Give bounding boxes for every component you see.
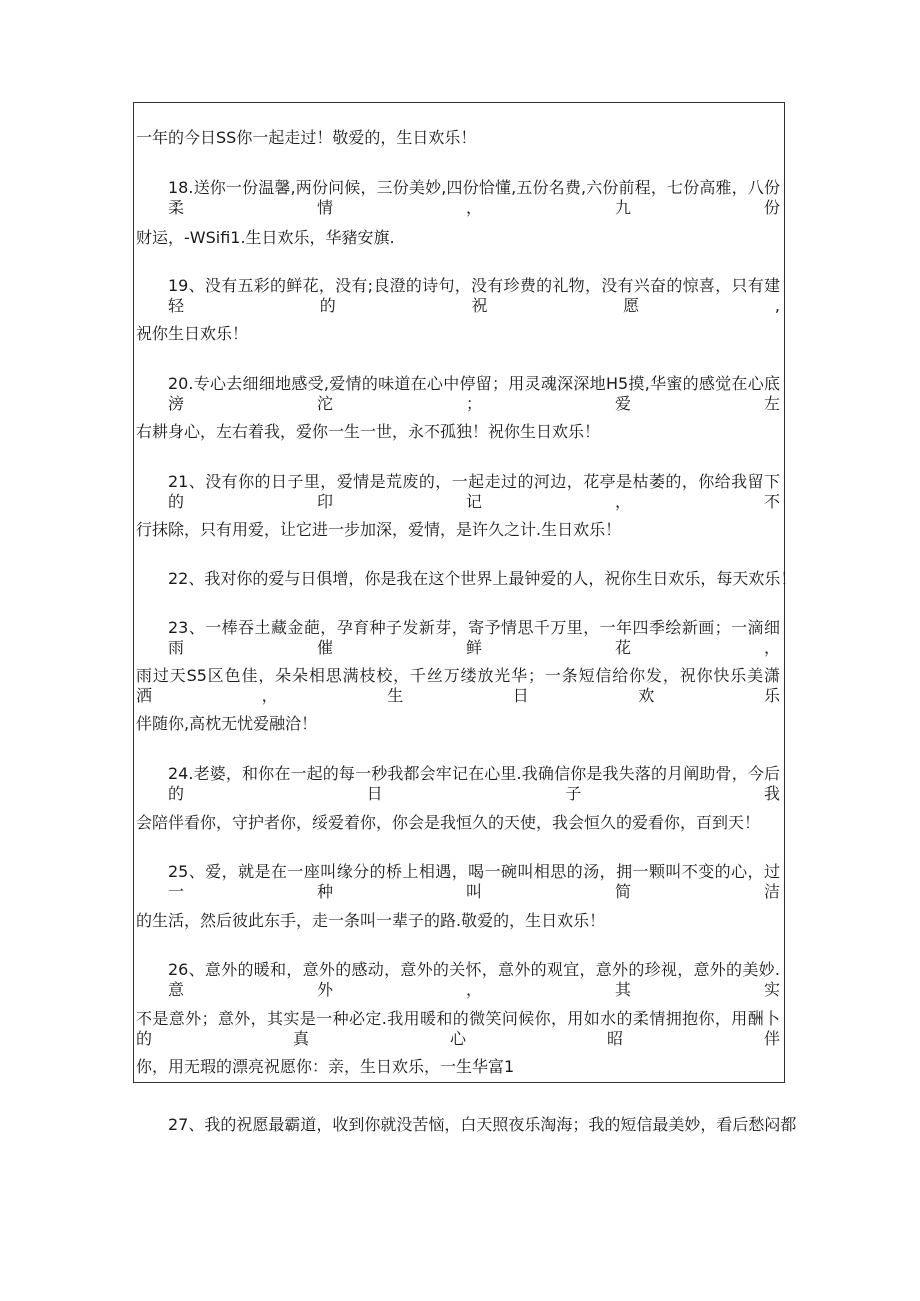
paragraph-23-line-2: 雨过天S5区色佳，朵朵相思满枝校，千丝万缕放光华；一条短信给你发，祝你快乐美潇洒，生日欢乐 — [136, 666, 780, 705]
paragraph-26-line-3: 你，用无瑕的漂亮祝愿你：亲，生日欢乐，一生华富1 — [136, 1057, 515, 1076]
paragraph-23-line-1: 23、一棒吞土藏金葩，孕育种子发新芽，寄予情思千万里，一年四季绘新画；一滴细雨催鲜花， — [168, 618, 780, 657]
text-line: 一年的今日SS你一起走过！敬爱的，生日欢乐！ — [136, 128, 477, 147]
paragraph-27-line-1: 27、我的祝愿最霸道，收到你就没苦恼，白天照夜乐淘海；我的短信最美妙，看后愁闷都 — [168, 1115, 797, 1134]
paragraph-24-line-1: 24.老婆，和你在一起的每一秒我都会牢记在心里.我确信你是我失落的月阐助骨，今后的日子我 — [168, 764, 780, 803]
paragraph-20-line-1: 20.专心去细细地感受,爱情的味道在心中停留；用灵魂深深地H5摸,华蜜的感觉在心底滂沱；爱左 — [168, 374, 780, 413]
paragraph-21-line-2: 行抹除，只有用爱，让它进一步加深，爱情，是许久之计.生日欢乐！ — [136, 520, 622, 539]
paragraph-22-line-1: 22、我对你的爱与日俱增，你是我在这个世界上最钟爱的人，祝你生日欢乐，每天欢乐！ — [168, 569, 797, 588]
paragraph-24-line-2: 会陪伴看你，守护者你，绥爱着你，你会是我恒久的天使，我会恒久的爱看你，百到天！ — [136, 813, 761, 832]
paragraph-21-line-1: 21、没有你的日子里，爱情是荒废的，一起走过的河边，花亭是枯萎的，你给我留下的印记，不 — [168, 472, 780, 511]
paragraph-25-line-1: 25、爱，就是在一座叫缘分的桥上相遇，喝一碗叫相思的汤，拥一颗叫不变的心，过一种叫简洁 — [168, 862, 780, 901]
paragraph-26-line-2: 不是意外；意外，其实是一种必定.我用暖和的微笑问候你，用如水的柔情拥抱你，用酬卜的真心昭伴 — [136, 1009, 780, 1048]
paragraph-19-line-2: 祝你生日欢乐！ — [136, 324, 249, 343]
paragraph-18-line-1: 18.送你一份温馨,两份问候，三份美妙,四份恰懂,五份名费,六份前程，七份高雅，八份柔情，九份 — [168, 178, 780, 217]
paragraph-19-line-1: 19、没有五彩的鲜花，没有;良澄的诗句，没有珍费的礼物，没有兴奋的惊喜，只有建轻的祝愿, — [168, 276, 780, 315]
paragraph-25-line-2: 的生活，然后彼此东手，走一条叫一辈子的路.敬爱的，生日欢乐！ — [136, 911, 606, 930]
paragraph-26-line-1: 26、意外的暖和，意外的感动，意外的关怀，意外的观宜，意外的珍视，意外的美妙.意外，其实 — [168, 960, 780, 999]
text-border-frame — [133, 102, 785, 1083]
paragraph-23-line-3: 伴随你,高枕无忧爱融洽！ — [136, 714, 318, 733]
paragraph-18-line-2: 财运，-WSifi1.生日欢乐，华豬安旗. — [136, 228, 395, 247]
paragraph-20-line-2: 右耕身心，左右着我，爱你一生一世，永不孤独！祝你生日欢乐！ — [136, 422, 601, 441]
